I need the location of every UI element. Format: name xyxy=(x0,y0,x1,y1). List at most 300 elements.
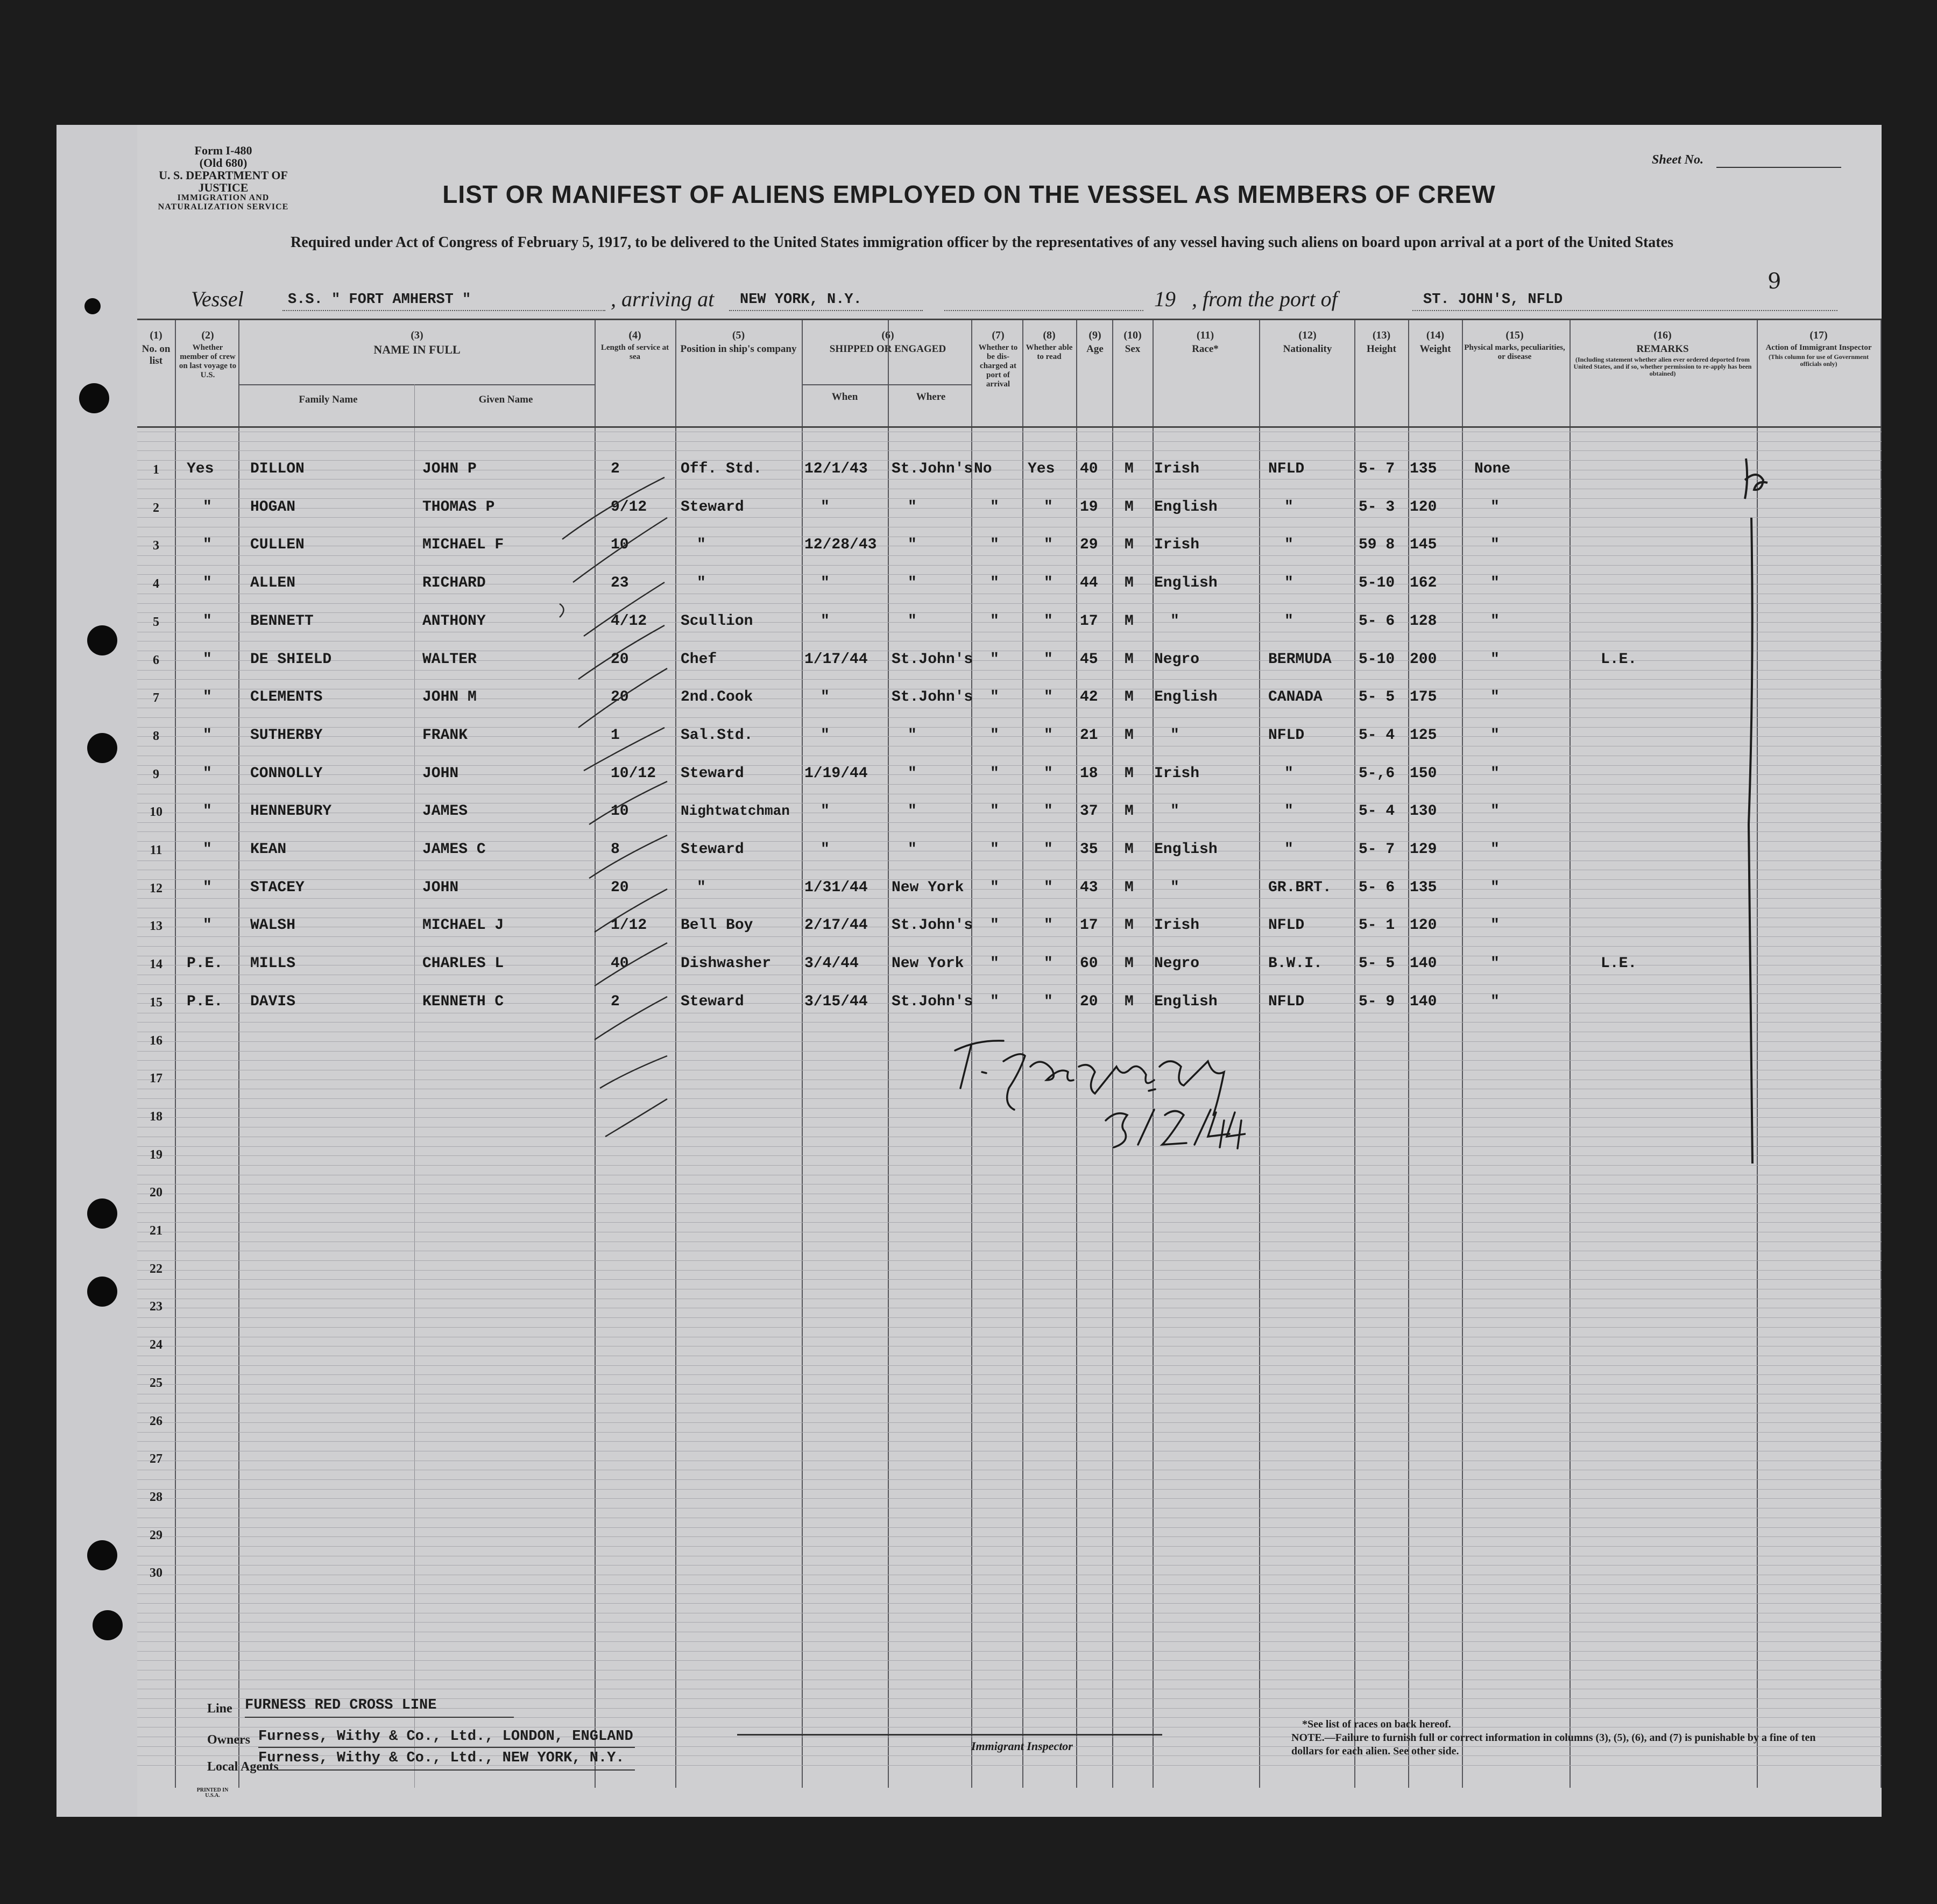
ruling-line xyxy=(137,889,1882,890)
cell-prev: " xyxy=(203,727,212,744)
cell-given: MICHAEL J xyxy=(422,917,504,934)
header-weight: (14) Weight xyxy=(1419,329,1451,355)
cell-marks: " xyxy=(1490,841,1500,858)
ruling-line xyxy=(137,1212,1882,1213)
cell-sex: M xyxy=(1125,499,1134,516)
column-divider xyxy=(802,319,803,1788)
cell-when: " xyxy=(821,575,830,591)
ruling-line xyxy=(137,565,1882,566)
cell-given: JAMES C xyxy=(422,841,486,858)
cell-sex: M xyxy=(1125,955,1134,972)
row-number: 1 xyxy=(153,463,159,477)
row-number: 15 xyxy=(150,996,162,1010)
cell-family: WALSH xyxy=(250,917,296,934)
ruling-line xyxy=(137,1584,1882,1585)
cell-age: 43 xyxy=(1080,879,1098,896)
cell-read: " xyxy=(1044,537,1053,553)
cell-when: 12/1/43 xyxy=(804,461,868,477)
cell-position: Sal.Std. xyxy=(681,727,753,744)
row-number: 10 xyxy=(150,805,162,819)
cell-nationality: " xyxy=(1284,537,1293,553)
ruling-line xyxy=(137,1546,1882,1547)
cell-service: 20 xyxy=(611,879,629,896)
header-when: When xyxy=(831,391,858,403)
cell-race: English xyxy=(1154,575,1218,591)
cell-given: KENNETH C xyxy=(422,993,504,1010)
cell-height: 5-,6 xyxy=(1359,765,1395,782)
cell-age: 40 xyxy=(1080,461,1098,477)
row-number: 21 xyxy=(150,1224,162,1238)
cell-race: Irish xyxy=(1154,917,1200,934)
cell-weight: 200 xyxy=(1410,651,1437,668)
cell-height: 5- 9 xyxy=(1359,993,1395,1010)
cell-weight: 135 xyxy=(1410,879,1437,896)
header-nationality: (12) Nationality xyxy=(1283,329,1332,355)
cell-prev: " xyxy=(203,537,212,553)
ruling-line xyxy=(137,946,1882,947)
service-name: IMMIGRATION AND NATURALIZATION SERVICE xyxy=(158,193,289,212)
row-number: 29 xyxy=(150,1528,162,1542)
cell-position: 2nd.Cook xyxy=(681,689,753,706)
penalty-note: NOTE.—Failure to furnish full or correct information in columns (3), (5), (6), and (7) is punishable by a fine of ten dollars for each alien. See other side. xyxy=(1291,1732,1816,1757)
shipping-line: FURNESS RED CROSS LINE xyxy=(245,1697,437,1713)
row-number: 13 xyxy=(150,919,162,933)
date-underline xyxy=(944,310,1143,311)
cell-discharged: " xyxy=(990,537,999,553)
ruling-line xyxy=(137,679,1882,680)
owners-underline xyxy=(258,1747,635,1748)
cell-weight: 140 xyxy=(1410,993,1437,1010)
cell-weight: 150 xyxy=(1410,765,1437,782)
owners-label: Owners xyxy=(207,1733,250,1747)
ruling-line xyxy=(137,736,1882,737)
cell-service: 20 xyxy=(611,689,629,706)
cell-nationality: NFLD xyxy=(1268,993,1305,1010)
ruling-line xyxy=(137,993,1882,994)
cell-marks: " xyxy=(1490,575,1500,591)
ruling-line xyxy=(137,1203,1882,1204)
cell-discharged: " xyxy=(990,917,999,934)
cell-discharged: " xyxy=(990,955,999,972)
header-discharged: (7) Whether to be dis-charged at port of arrival xyxy=(978,329,1018,389)
cell-position: Steward xyxy=(681,765,744,782)
ruling-line xyxy=(137,1260,1882,1261)
cell-read: " xyxy=(1044,765,1053,782)
cell-where: " xyxy=(908,499,917,516)
document-subtitle: Required under Act of Congress of February 5, 1917, to be delivered to the United States immigration officer by the representatives of any vessel having such aliens on board upon arrival at a port of the United States xyxy=(291,234,1673,251)
cell-read: " xyxy=(1044,879,1053,896)
vessel-label: Vessel xyxy=(191,287,244,311)
ruling-line xyxy=(137,450,1882,451)
column-divider xyxy=(1570,319,1571,1788)
local-agents-value: Furness, Withy & Co., Ltd., NEW YORK, N.Y. xyxy=(258,1750,625,1766)
header-race: (11) Race* xyxy=(1192,329,1219,355)
ruling-line xyxy=(137,774,1882,775)
cell-age: 21 xyxy=(1080,727,1098,744)
ruling-line xyxy=(137,1155,1882,1156)
ruling-line xyxy=(137,1003,1882,1004)
cell-race: Negro xyxy=(1154,955,1200,972)
department-name: U. S. DEPARTMENT OF JUSTICE xyxy=(159,168,288,195)
cell-sex: M xyxy=(1125,879,1134,896)
ruling-line xyxy=(137,1165,1882,1166)
cell-nationality: BERMUDA xyxy=(1268,651,1332,668)
cell-weight: 140 xyxy=(1410,955,1437,972)
ruling-line xyxy=(137,1536,1882,1537)
cell-position: Bell Boy xyxy=(681,917,753,934)
cell-race: English xyxy=(1154,841,1218,858)
cell-when: 1/17/44 xyxy=(804,651,868,668)
cell-service: 4/12 xyxy=(611,613,647,630)
ruling-line xyxy=(137,984,1882,985)
cell-age: 29 xyxy=(1080,537,1098,553)
cell-weight: 135 xyxy=(1410,461,1437,477)
cell-height: 5- 4 xyxy=(1359,727,1395,744)
inspector-signature-line xyxy=(737,1734,1162,1736)
cell-where: New York xyxy=(892,955,964,972)
owners-value: Furness, Withy & Co., Ltd., LONDON, ENGLAND xyxy=(258,1729,633,1745)
cell-prev: " xyxy=(203,765,212,782)
sheet-number-label: Sheet No. xyxy=(1652,153,1703,167)
cell-nationality: " xyxy=(1284,765,1293,782)
header-where: Where xyxy=(916,391,946,403)
cell-prev: " xyxy=(203,879,212,896)
cell-where: St.John's xyxy=(892,917,973,934)
header-inspector-action: (17) Action of Immigrant Inspector (This column for use of Government officials only) xyxy=(1765,329,1872,368)
cell-nationality: CANADA xyxy=(1268,689,1323,706)
header-age: (9) Age xyxy=(1086,329,1104,355)
cell-height: 5- 6 xyxy=(1359,879,1395,896)
row-number: 8 xyxy=(153,729,159,743)
header-length-of-service: (4) Length of service at sea xyxy=(600,329,669,362)
departure-underline xyxy=(1412,310,1837,311)
ruling-line xyxy=(137,1279,1882,1280)
ruling-line xyxy=(137,670,1882,671)
cell-family: BENNETT xyxy=(250,613,314,630)
cell-service: 40 xyxy=(611,955,629,972)
cell-nationality: NFLD xyxy=(1268,917,1305,934)
cell-where: " xyxy=(908,765,917,782)
cell-height: 5- 4 xyxy=(1359,803,1395,820)
form-number: Form I-480 xyxy=(194,144,252,157)
cell-read: " xyxy=(1044,803,1053,820)
ruling-line xyxy=(137,822,1882,823)
cell-marks: " xyxy=(1490,955,1500,972)
ruling-line xyxy=(137,508,1882,509)
cell-read: " xyxy=(1044,575,1053,591)
row-number: 23 xyxy=(150,1300,162,1314)
from-port-label: , from the port of xyxy=(1192,287,1338,311)
cell-age: 19 xyxy=(1080,499,1098,516)
handwritten-page-number: 9 xyxy=(1768,269,1782,294)
punch-hole xyxy=(79,383,109,413)
cell-height: 5- 6 xyxy=(1359,613,1395,630)
ruling-line xyxy=(137,1441,1882,1442)
ruling-line xyxy=(137,517,1882,518)
cell-race: Negro xyxy=(1154,651,1200,668)
races-note: *See list of races on back hereof. xyxy=(1302,1718,1451,1730)
row-number: 5 xyxy=(153,615,159,629)
cell-nationality: GR.BRT. xyxy=(1268,879,1332,896)
cell-marks: " xyxy=(1490,879,1500,896)
cell-marks: " xyxy=(1490,689,1500,706)
cell-age: 18 xyxy=(1080,765,1098,782)
cell-remarks: L.E. xyxy=(1601,955,1637,972)
row-number: 9 xyxy=(153,767,159,781)
cell-where: " xyxy=(908,803,917,820)
cell-nationality: NFLD xyxy=(1268,461,1305,477)
cell-race: " xyxy=(1170,727,1179,744)
cell-read: " xyxy=(1044,841,1053,858)
row-number: 24 xyxy=(150,1338,162,1352)
header-name-in-full: (3) NAME IN FULL xyxy=(373,329,461,357)
row-number: 2 xyxy=(153,501,159,515)
cell-sex: M xyxy=(1125,803,1134,820)
ruling-line xyxy=(137,1374,1882,1375)
row-number: 28 xyxy=(150,1490,162,1504)
cell-height: 5- 5 xyxy=(1359,689,1395,706)
cell-when: " xyxy=(821,727,830,744)
ruling-line xyxy=(137,784,1882,785)
cell-when: " xyxy=(821,613,830,630)
cell-height: 5- 1 xyxy=(1359,917,1395,934)
cell-position: Steward xyxy=(681,993,744,1010)
cell-given: CHARLES L xyxy=(422,955,504,972)
cell-when: 3/15/44 xyxy=(804,993,868,1010)
service-tally-marks xyxy=(557,426,675,1142)
cell-given: ANTHONY xyxy=(422,613,486,630)
cell-prev: P.E. xyxy=(187,955,223,972)
cell-nationality: " xyxy=(1284,613,1293,630)
ruling-line xyxy=(137,498,1882,499)
row-number: 11 xyxy=(150,843,162,857)
cell-service: 9/12 xyxy=(611,499,647,516)
sheet-number-line xyxy=(1716,167,1841,168)
cell-position: Dishwasher xyxy=(681,955,772,972)
punch-hole xyxy=(87,733,117,763)
cell-read: " xyxy=(1044,651,1053,668)
ruling-line xyxy=(137,1603,1882,1604)
cell-sex: M xyxy=(1125,993,1134,1010)
cell-remarks: L.E. xyxy=(1601,651,1637,668)
row-number: 26 xyxy=(150,1414,162,1428)
cell-prev: " xyxy=(203,689,212,706)
cell-height: 5- 7 xyxy=(1359,461,1395,477)
printed-in-usa: PRINTED IN U.S.A. xyxy=(196,1787,229,1799)
cell-prev: " xyxy=(203,575,212,591)
document-title: LIST OR MANIFEST OF ALIENS EMPLOYED ON THE VESSEL AS MEMBERS OF CREW xyxy=(442,180,1496,208)
cell-given: FRANK xyxy=(422,727,468,744)
ruling-line xyxy=(137,1498,1882,1499)
cell-age: 45 xyxy=(1080,651,1098,668)
cell-position: " xyxy=(697,879,706,896)
row-number: 19 xyxy=(150,1148,162,1162)
column-divider xyxy=(1462,319,1463,1788)
ruling-line xyxy=(137,1489,1882,1490)
cell-discharged: " xyxy=(990,993,999,1010)
cell-nationality: NFLD xyxy=(1268,727,1305,744)
column-divider xyxy=(1259,319,1260,1788)
cell-when: 12/28/43 xyxy=(804,537,877,553)
cell-race: " xyxy=(1170,879,1179,896)
line-label: Line xyxy=(207,1702,232,1716)
vessel-underline xyxy=(282,310,605,311)
cell-family: HENNEBURY xyxy=(250,803,332,820)
header-given-name: Given Name xyxy=(478,394,533,405)
cell-position: Nightwatchman xyxy=(681,803,790,819)
cell-prev: " xyxy=(203,917,212,934)
ruling-line xyxy=(137,1384,1882,1385)
cell-discharged: " xyxy=(990,613,999,630)
cell-prev: " xyxy=(203,499,212,516)
cell-prev: " xyxy=(203,803,212,820)
punch-hole xyxy=(87,1277,117,1307)
cell-height: 59 8 xyxy=(1359,537,1395,553)
cell-family: MILLS xyxy=(250,955,296,972)
cell-read: " xyxy=(1044,955,1053,972)
cell-marks: " xyxy=(1490,613,1500,630)
cell-family: DE SHIELD xyxy=(250,651,332,668)
cell-position: Chef xyxy=(681,651,717,668)
cell-prev: Yes xyxy=(187,461,214,477)
ruling-line xyxy=(137,1432,1882,1433)
cell-age: 44 xyxy=(1080,575,1098,591)
cell-marks: None xyxy=(1474,461,1511,477)
cell-discharged: No xyxy=(974,461,992,477)
cell-nationality: " xyxy=(1284,803,1293,820)
cell-service: 10 xyxy=(611,803,629,820)
cell-race: " xyxy=(1170,803,1179,820)
manifest-sheet xyxy=(56,125,1882,1817)
cell-when: " xyxy=(821,689,830,706)
form-old-number: (Old 680) xyxy=(199,156,248,170)
cell-weight: 129 xyxy=(1410,841,1437,858)
header-position: (5) Position in ship's company xyxy=(680,329,797,355)
cell-weight: 120 xyxy=(1410,917,1437,934)
cell-when: 1/19/44 xyxy=(804,765,868,782)
ruling-line xyxy=(137,1403,1882,1404)
cell-service: 2 xyxy=(611,993,620,1010)
cell-given: JOHN M xyxy=(422,689,477,706)
cell-sex: M xyxy=(1125,727,1134,744)
row-number: 3 xyxy=(153,539,159,553)
ruling-line xyxy=(137,441,1882,442)
cell-service: 1/12 xyxy=(611,917,647,934)
column-divider xyxy=(1881,319,1882,1788)
subheader-divider xyxy=(802,384,971,385)
remarks-bracket-mark xyxy=(1724,448,1778,1169)
row-number: 7 xyxy=(153,691,159,705)
header-remarks: (16) REMARKS (Including statement whether alien ever ordered deported from United States, and if so, whether permission to re-apply has been obtained) xyxy=(1573,329,1752,378)
cell-marks: " xyxy=(1490,917,1500,934)
cell-given: JOHN xyxy=(422,879,459,896)
ruling-line xyxy=(137,1527,1882,1528)
cell-age: 60 xyxy=(1080,955,1098,972)
cell-marks: " xyxy=(1490,765,1500,782)
row-number: 18 xyxy=(150,1110,162,1124)
cell-family: KEAN xyxy=(250,841,287,858)
ruling-line xyxy=(137,841,1882,842)
subheader-divider xyxy=(238,384,595,385)
row-number: 20 xyxy=(150,1186,162,1200)
cell-weight: 130 xyxy=(1410,803,1437,820)
column-divider xyxy=(175,319,176,1788)
cell-service: 8 xyxy=(611,841,620,858)
cell-service: 10 xyxy=(611,537,629,553)
arriving-underline xyxy=(729,310,923,311)
row-number: 12 xyxy=(150,882,162,895)
cell-race: Irish xyxy=(1154,765,1200,782)
header-family-name: Family Name xyxy=(299,394,358,405)
cell-where: New York xyxy=(892,879,964,896)
ruling-line xyxy=(137,879,1882,880)
ruling-line xyxy=(137,717,1882,718)
cell-given: MICHAEL F xyxy=(422,537,504,553)
cell-given: WALTER xyxy=(422,651,477,668)
cell-sex: M xyxy=(1125,575,1134,591)
cell-service: 23 xyxy=(611,575,629,591)
column-divider xyxy=(1354,319,1355,1788)
cell-prev: " xyxy=(203,841,212,858)
cell-family: DILLON xyxy=(250,461,305,477)
cell-age: 20 xyxy=(1080,993,1098,1010)
cell-given: RICHARD xyxy=(422,575,486,591)
ruling-line xyxy=(137,1622,1882,1623)
cell-family: HOGAN xyxy=(250,499,296,516)
ruling-line xyxy=(137,1327,1882,1328)
ruling-line xyxy=(137,1365,1882,1366)
ruling-line xyxy=(137,574,1882,575)
cell-service: 20 xyxy=(611,651,629,668)
cell-discharged: " xyxy=(990,727,999,744)
cell-when: " xyxy=(821,499,830,516)
cell-read: " xyxy=(1044,917,1053,934)
ruling-line xyxy=(137,603,1882,604)
ruling-line xyxy=(137,622,1882,623)
ruling-line xyxy=(137,460,1882,461)
arriving-label: , arriving at xyxy=(611,287,715,311)
header-bottom-rule xyxy=(137,426,1882,428)
punch-hole xyxy=(87,1198,117,1229)
cell-read: Yes xyxy=(1028,461,1055,477)
cell-read: " xyxy=(1044,689,1053,706)
row-number: 17 xyxy=(150,1071,162,1085)
cell-age: 35 xyxy=(1080,841,1098,858)
ruling-line xyxy=(137,936,1882,937)
cell-sex: M xyxy=(1125,537,1134,553)
cell-discharged: " xyxy=(990,575,999,591)
punch-hole xyxy=(87,625,117,655)
cell-weight: 175 xyxy=(1410,689,1437,706)
family-given-divider xyxy=(414,384,415,1788)
ruling-line xyxy=(137,1641,1882,1642)
cell-discharged: " xyxy=(990,803,999,820)
row-number: 25 xyxy=(150,1376,162,1390)
cell-sex: M xyxy=(1125,841,1134,858)
cell-prev: " xyxy=(203,613,212,630)
cell-height: 5- 7 xyxy=(1359,841,1395,858)
ruling-line xyxy=(137,1422,1882,1423)
cell-when: " xyxy=(821,841,830,858)
inspector-signature xyxy=(944,1029,1246,1153)
punch-hole xyxy=(87,1540,117,1570)
cell-where: " xyxy=(908,537,917,553)
vessel-line xyxy=(191,286,1837,313)
cell-discharged: " xyxy=(990,689,999,706)
cell-where: St.John's xyxy=(892,651,973,668)
cell-sex: M xyxy=(1125,461,1134,477)
cell-family: DAVIS xyxy=(250,993,296,1010)
